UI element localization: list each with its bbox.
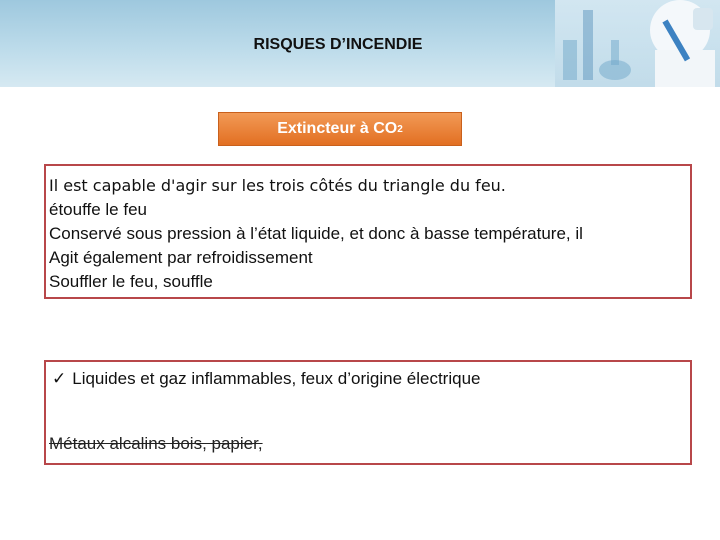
subtitle-text: Extincteur à CO: [277, 120, 398, 137]
checkmark-icon: ✓: [52, 369, 67, 388]
usage-box: [44, 360, 692, 465]
property-line: Agit également par refroidissement: [49, 248, 313, 267]
property-line: Il est capable d'agir sur les trois côtés du triangle du feu.: [49, 176, 506, 195]
properties-box: [44, 164, 692, 299]
subtitle-subscript: 2: [397, 123, 403, 135]
usage-item: [52, 367, 690, 391]
slide-title: RISQUES D’INCENDIE: [253, 36, 423, 53]
property-line: Souffler le feu, souffle: [49, 272, 213, 291]
excluded-usage-text: Métaux alcalins bois, papier,: [49, 434, 263, 453]
property-line: Conservé sous pression à l’état liquide, et donc à basse température, il: [49, 224, 583, 243]
usage-text: Liquides et gaz inflammables, feux d’origine électrique: [72, 369, 481, 388]
property-line: étouffe le feu: [49, 200, 147, 219]
subtitle-banner: [218, 112, 462, 146]
